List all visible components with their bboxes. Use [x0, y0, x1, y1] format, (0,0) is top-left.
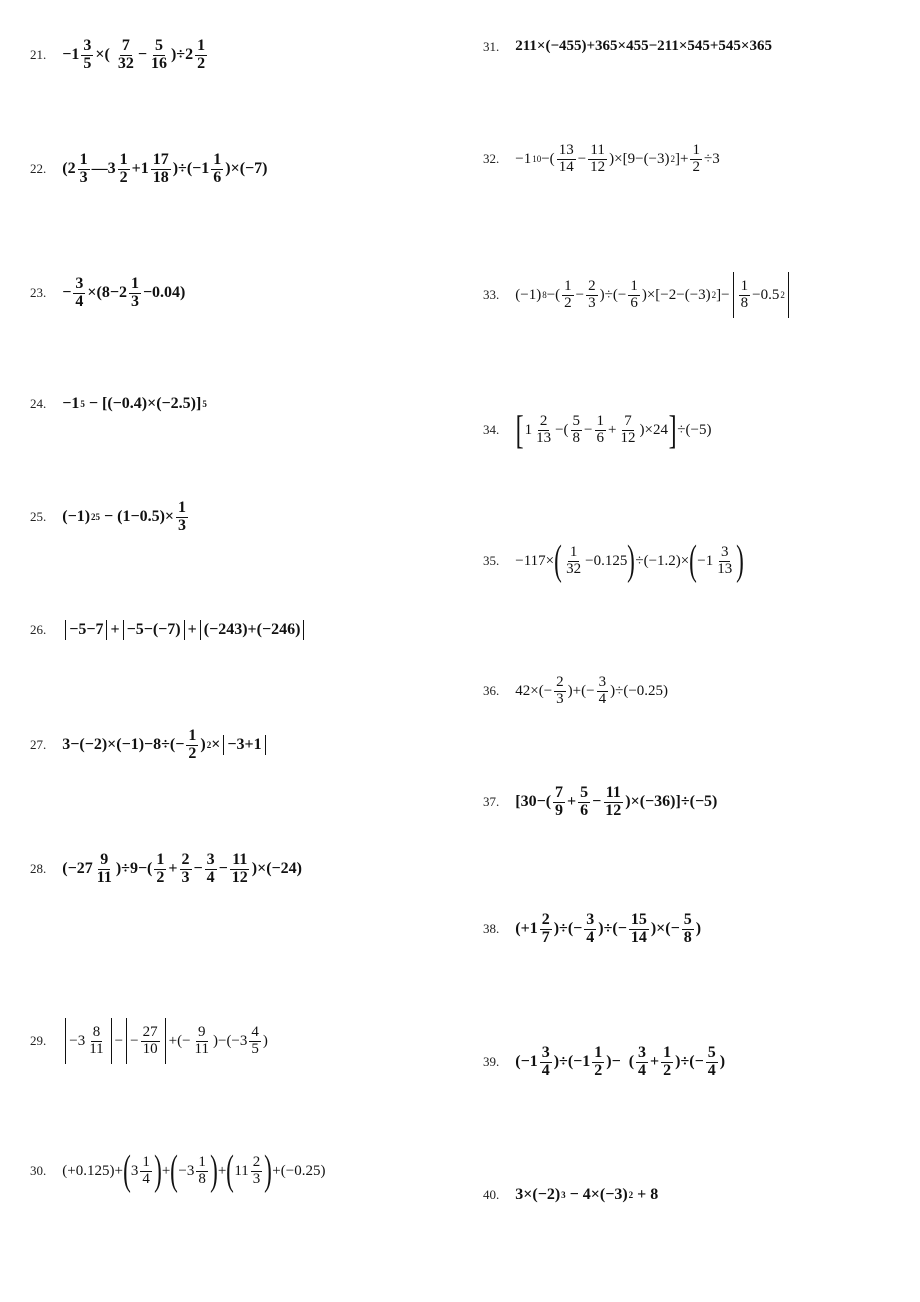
problem-32: [483, 143, 720, 176]
problem-number: 35.: [483, 553, 500, 568]
problem-number: 38.: [483, 921, 500, 937]
expression: (+0.125)+ ( 3 $\frac{1}{4}$ ) + ( −3 $\frac{1}{8}$ ) + ( 11 $\frac{2}{3}$ ) +(−0.25): [62, 1148, 326, 1194]
problem-number: 32.: [483, 151, 500, 167]
problem-27: [30, 728, 269, 763]
expression: −117× ( $\frac{1}{32}$ −0.125 ) ÷(−1.2)× ( −1 $\frac{3}{13}$ ): [515, 538, 745, 584]
expression: −3 $\frac{8}{11}$ − − $\frac{27}{10}$ +(− $\frac{9}{11}$ )−(−3 $\frac{4}{5}$ ): [62, 1018, 268, 1064]
problem-21: [30, 38, 209, 73]
expression: (−1) 8 −( $\frac{1}{2}$ − $\frac{2}{3}$ )÷(− $\frac{1}{6}$ )×[−2−(−3) 2 ]− $\frac{1}{8}$ −0.5 2: [515, 272, 792, 318]
problem-number: 40.: [483, 1187, 500, 1202]
problem-22: [30, 152, 267, 187]
problem-number: 27.: [30, 737, 47, 753]
problem-39: [483, 1045, 725, 1080]
expression: (2 $\frac{1}{3}$ —3 $\frac{1}{2}$ +1 $\frac{17}{18}$ )÷(−1 $\frac{1}{6}$ )×(−7): [62, 151, 268, 186]
problem-number: 39.: [483, 1054, 500, 1070]
problem-number: 31.: [483, 38, 500, 54]
problem-number: 34.: [483, 422, 500, 437]
problem-number: 21.: [30, 47, 47, 63]
problem-24: [30, 395, 207, 413]
problem-number: 23.: [30, 285, 47, 301]
expression: [ 1 $\frac{2}{13}$ −( $\frac{5}{8}$ − $\frac{1}{6}$ + $\frac{7}{12}$ )×24 ] ÷(−5): [515, 407, 712, 452]
expression: (−27 $\frac{9}{11}$ )÷9−( $\frac{1}{2}$ + $\frac{2}{3}$ − $\frac{3}{4}$ − $\frac{11}{12}$ )×(−24): [62, 851, 302, 886]
problem-26: [30, 620, 307, 640]
problem-number: 29.: [30, 1033, 47, 1048]
problem-35: [483, 540, 744, 582]
problem-number: 24.: [30, 396, 47, 411]
expression: (−1) 25 − (1−0.5)× $\frac{1}{3}$: [62, 499, 187, 534]
problem-number: 37.: [483, 794, 500, 810]
problem-number: 22.: [30, 161, 47, 177]
problem-number: 28.: [30, 861, 47, 877]
problem-29: [30, 1018, 268, 1064]
problem-36: [483, 675, 668, 708]
problem-25: [30, 500, 190, 535]
problem-23: [30, 276, 185, 311]
expression: 211×(−455)+365×455−211×545+545×365: [515, 38, 772, 54]
problem-31: [483, 38, 772, 55]
expression: 3×(−2) 3 − 4×(−3) 2 + 8: [515, 1186, 659, 1203]
expression: (+1 $\frac{2}{7}$ )÷(− $\frac{3}{4}$ )÷(− $\frac{15}{14}$ )×(− $\frac{5}{8}$ ): [515, 911, 702, 946]
problem-number: 25.: [30, 509, 47, 525]
expression: 42×(− $\frac{2}{3}$ )+(− $\frac{3}{4}$ )÷(−0.25): [515, 674, 669, 707]
expression: − $\frac{3}{4}$ ×(8−2 $\frac{1}{3}$ −0.04): [62, 275, 186, 310]
expression: −1 $\frac{3}{5}$ ×( $\frac{7}{32}$ − $\frac{5}{16}$ )÷2 $\frac{1}{2}$: [62, 37, 206, 72]
expression: −1 5 − [(−0.4)×(−2.5)] 5: [62, 395, 207, 412]
problem-30: [30, 1150, 325, 1192]
problem-number: 36.: [483, 683, 500, 699]
problem-28: [30, 852, 302, 887]
problem-37: [483, 785, 717, 820]
expression: −1 10 −( $\frac{13}{14}$ − $\frac{11}{12}$ )×[9−(−3) 2 ]+ $\frac{1}{2}$ ÷3: [515, 142, 720, 175]
problem-33: [483, 272, 792, 318]
problem-40: [483, 1186, 658, 1204]
problem-number: 26.: [30, 622, 47, 637]
problem-34: [483, 407, 712, 452]
problem-number: 33.: [483, 287, 500, 302]
expression: (−1 $\frac{3}{4}$ )÷(−1 $\frac{1}{2}$ )− ( $\frac{3}{4}$ + $\frac{1}{2}$ )÷(− $\frac{5}{4}$ ): [515, 1044, 726, 1079]
expression: −5−7 + −5−(−7) + (−243)+(−246): [62, 620, 307, 640]
problem-number: 30.: [30, 1163, 47, 1178]
expression: 3−(−2)×(−1)−8÷(− $\frac{1}{2}$ ) 2 × −3+1: [62, 728, 268, 763]
problem-38: [483, 912, 701, 947]
expression: [30−( $\frac{7}{9}$ + $\frac{5}{6}$ − $\frac{11}{12}$ )×(−36)]÷(−5): [515, 784, 718, 819]
